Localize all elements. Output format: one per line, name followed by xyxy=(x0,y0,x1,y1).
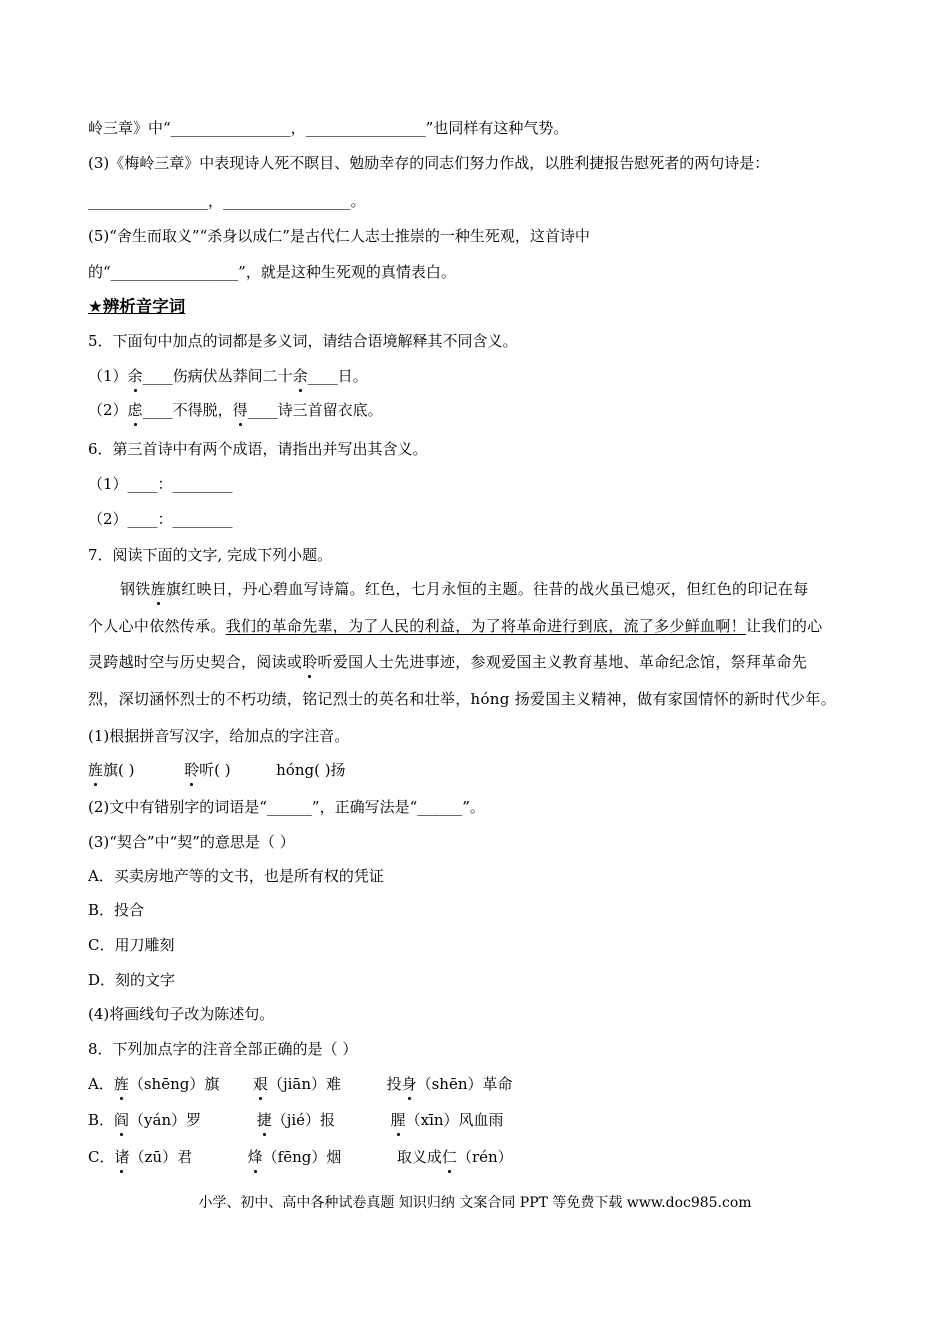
passage-line-2: 个人心中依然传承。我们的革命先辈，为了人民的利益，为了将革命进行到底，流了多少鲜血啊！让我们的心 xyxy=(88,617,823,635)
passage-line-3: 灵跨越时空与历史契合，阅读或聆听爱国人士先进事迹，参观爱国主义教育基地、革命纪念馆，祭拜革命先 xyxy=(88,653,808,671)
fill-in-line-1: 岭三章》中“________________，________________”也同样有这种气势。 xyxy=(88,119,569,137)
passage-line-1: 钢铁旌旗红映日，丹心碧血写诗篇。红色，七月永恒的主题。往昔的战火虽已熄灭，但红色的印记在每 xyxy=(120,580,809,598)
underlined-sentence: 我们的革命先辈，为了人民的利益，为了将革命进行到底，流了多少鲜血啊！ xyxy=(225,617,746,635)
dotted-char: 诸 xyxy=(114,1148,130,1166)
dotted-char: 腥 xyxy=(390,1111,406,1129)
dotted-char: 仁 xyxy=(441,1148,457,1166)
option-c: C．用刀雕刻 xyxy=(88,936,175,954)
dotted-char: 捷 xyxy=(256,1111,272,1129)
dotted-char: 旌 xyxy=(113,1075,129,1093)
passage-line-4: 烈，深切涵怀烈士的不朽功绩，铭记烈士的英名和壮举，hóng 扬爱国主义精神，做有家国情怀的新时代少年。 xyxy=(88,690,837,708)
section-title: ★辨析音字词 xyxy=(88,297,186,316)
fill-in-line-3: ________________，_________________。 xyxy=(88,192,366,210)
dotted-char: 身 xyxy=(401,1075,417,1093)
question-6-stem: 6．第三首诗中有两个成语，请指出并写出其含义。 xyxy=(88,440,428,458)
question-5-stem: 5．下面句中加点的词都是多义词，请结合语境解释其不同含义。 xyxy=(88,332,518,350)
dotted-char: 烽 xyxy=(247,1148,263,1166)
question-8-option-b: B．阎（yán）罗 捷（jié）报 腥（xīn）风血雨 xyxy=(88,1111,504,1129)
question-7-sub-3: (3)“契合”中“契”的意思是（ ） xyxy=(88,833,295,851)
dotted-char: 虑 xyxy=(127,401,143,419)
dotted-char: 聆 xyxy=(184,761,200,779)
dotted-char: 旌 xyxy=(88,761,104,779)
dotted-char: 余 xyxy=(127,367,143,385)
question-5-part: (5)“舍生而取义”“杀身以成仁”是古代仁人志士推崇的一种生死观，这首诗中 xyxy=(88,227,590,245)
page-footer: 小学、初中、高中各种试卷真题 知识归纳 文案合同 PPT 等免费下载 www.doc985.com xyxy=(198,1195,752,1211)
question-7-sub-1: (1)根据拼音写汉字，给加点的字注音。 xyxy=(88,727,350,745)
question-3: (3)《梅岭三章》中表现诗人死不瞑目、勉励幸存的同志们努力作战，以胜利捷报告慰死者的两句诗是： xyxy=(88,154,770,172)
option-b: B．投合 xyxy=(88,901,145,919)
question-8-option-c: C．诸（zū）君 烽（fēng）烟 取义成仁（rén） xyxy=(88,1148,513,1166)
dotted-char: 旌 xyxy=(150,580,166,598)
dotted-char: 阎 xyxy=(114,1111,130,1129)
option-d: D．刻的文字 xyxy=(88,971,176,989)
dotted-char: 余 xyxy=(292,367,308,385)
question-7-stem: 7．阅读下面的文字, 完成下列小题。 xyxy=(88,546,333,564)
pinyin-items: 旌旗( ) 聆听( ) hóng( )扬 xyxy=(88,761,346,779)
question-6-answer-2: （2）____：________ xyxy=(88,510,233,528)
question-6-answer-1: （1）____：________ xyxy=(88,475,233,493)
question-7-sub-2: (2)文中有错别字的词语是“______”，正确写法是“______”。 xyxy=(88,798,485,816)
question-7-sub-4: (4)将画线句子改为陈述句。 xyxy=(88,1005,275,1023)
option-a: A．买卖房地产等的文书，也是所有权的凭证 xyxy=(88,867,384,885)
dotted-char: 艰 xyxy=(252,1075,268,1093)
question-8-stem: 8．下列加点字的注音全部正确的是（ ） xyxy=(88,1040,358,1058)
dotted-char: 聆 xyxy=(302,653,318,671)
question-5-item-2: （2）虑____不得脱，得____诗三首留衣底。 xyxy=(88,401,383,419)
question-5-item-1: （1）余____伤病伏丛莽间二十余____日。 xyxy=(88,367,368,385)
fill-in-line-5: 的“_________________”，就是这种生死观的真情表白。 xyxy=(88,263,456,281)
dotted-char: 得 xyxy=(232,401,248,419)
question-8-option-a: A．旌（shēng）旗 艰（jiān）难 投身（shēn）革命 xyxy=(88,1075,513,1093)
